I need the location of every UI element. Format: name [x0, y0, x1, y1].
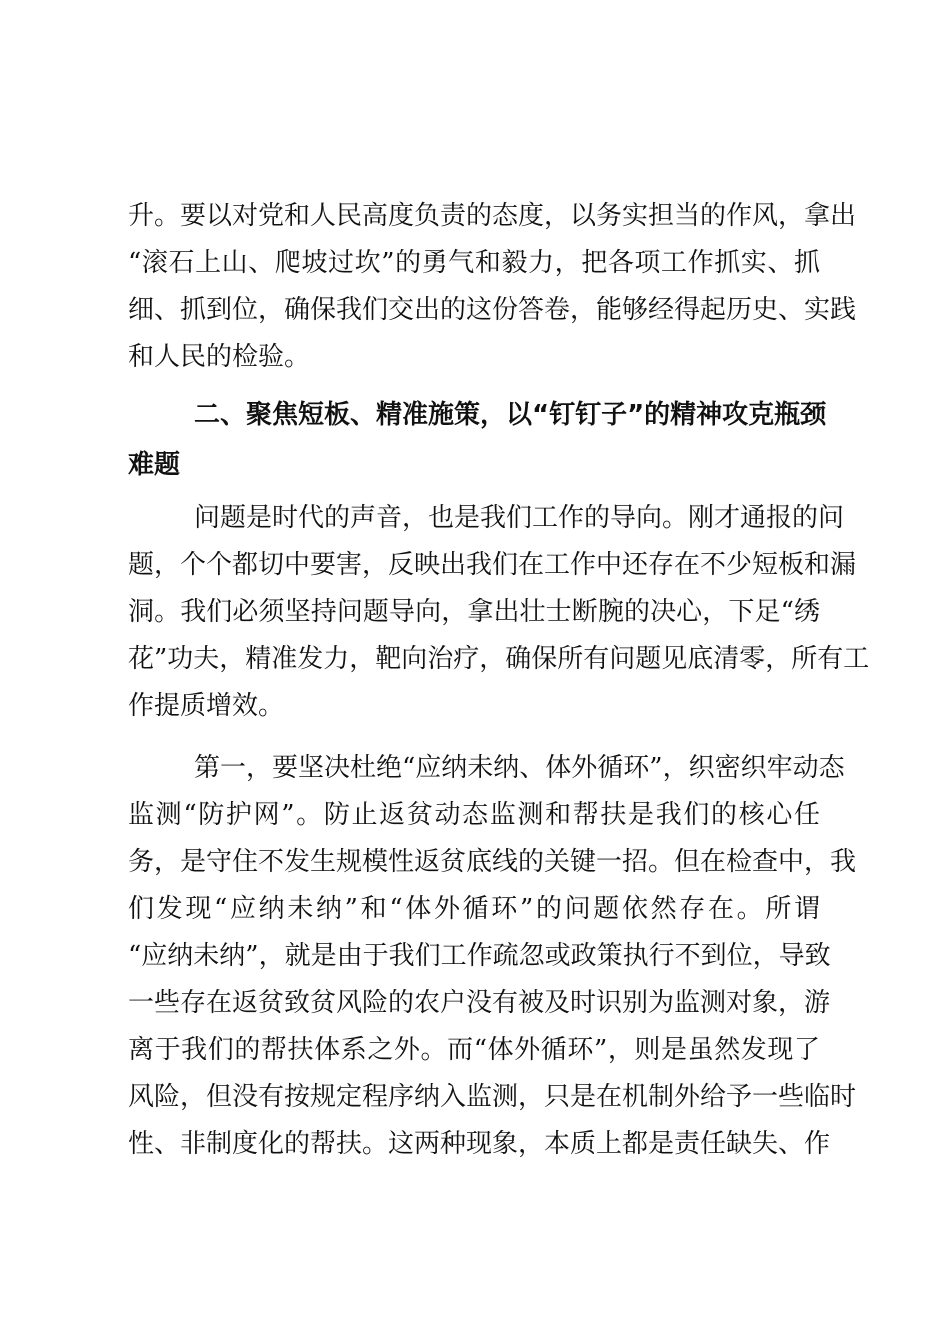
body-text-line: 细、抓到位，确保我们交出的这份答卷，能够经得起历史、实践	[128, 295, 857, 325]
body-text-line: 洞。我们必须坚持问题导向，拿出壮士断腕的决心，下足“绣	[128, 597, 820, 627]
body-text-line: “滚石上山、爬坡过坎”的勇气和毅力，把各项工作抓实、抓	[128, 248, 820, 278]
body-text-line: 风险，但没有按规定程序纳入监测，只是在机制外给予一些临时	[128, 1082, 857, 1112]
body-text-line: 作提质增效。	[128, 691, 285, 721]
body-text-line: 离于我们的帮扶体系之外。而“体外循环”，则是虽然发现了	[128, 1035, 820, 1065]
body-text-line: 升。要以对党和人民高度负责的态度，以务实担当的作风，拿出	[128, 201, 857, 231]
body-text-line: 监测“防护网”。防止返贫动态监测和帮扶是我们的核心任	[128, 800, 820, 830]
body-text-line: 题，个个都切中要害，反映出我们在工作中还存在不少短板和漏	[128, 550, 857, 580]
body-text-line: 性、非制度化的帮扶。这两种现象，本质上都是责任缺失、作	[128, 1129, 831, 1159]
body-text-line: 花”功夫，精准发力，靶向治疗，确保所有问题见底清零，所有工	[128, 644, 870, 674]
body-text-line: 们发现“应纳未纳”和“体外循环”的问题依然存在。所谓	[128, 894, 820, 924]
body-text-line: 问题是时代的声音，也是我们工作的导向。刚才通报的问	[194, 503, 845, 533]
section-heading: 二、聚焦短板、精准施策，以“钉钉子”的精神攻克瓶颈	[194, 400, 827, 430]
body-text-line: 务，是守住不发生规模性返贫底线的关键一招。但在检查中，我	[128, 847, 857, 877]
body-text-line: “应纳未纳”，就是由于我们工作疏忽或政策执行不到位，导致	[128, 941, 831, 971]
body-text-line: 第一，要坚决杜绝“应纳未纳、体外循环”，织密织牢动态	[194, 753, 845, 783]
section-heading: 难题	[128, 450, 181, 480]
body-text-line: 和人民的检验。	[128, 342, 311, 372]
body-text-line: 一些存在返贫致贫风险的农户没有被及时识别为监测对象，游	[128, 988, 831, 1018]
